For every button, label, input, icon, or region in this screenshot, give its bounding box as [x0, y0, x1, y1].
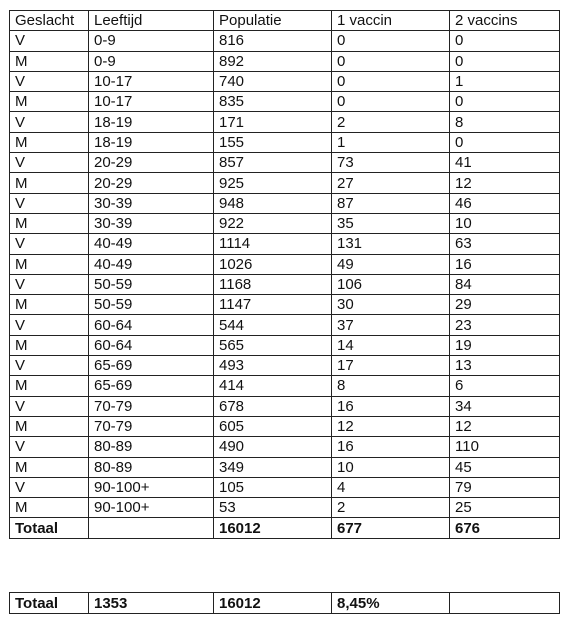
- table-row: [10, 31, 560, 51]
- cell-geslacht: V: [10, 112, 89, 132]
- table-body: [10, 31, 560, 518]
- total-2-vaccins: 676: [450, 518, 560, 538]
- cell-leeftijd: 10-17: [89, 71, 214, 91]
- cell-leeftijd: 0-9: [89, 51, 214, 71]
- cell-populatie: 171: [214, 112, 332, 132]
- cell-leeftijd: 60-64: [89, 315, 214, 335]
- table-row: [10, 51, 560, 71]
- cell-populatie: 740: [214, 71, 332, 91]
- cell-1-vaccin: 17: [332, 356, 450, 376]
- table-row: [10, 498, 560, 518]
- table-row: [10, 173, 560, 193]
- total-label: Totaal: [10, 518, 89, 538]
- cell-geslacht: M: [10, 416, 89, 436]
- cell-leeftijd: 18-19: [89, 132, 214, 152]
- cell-geslacht: V: [10, 396, 89, 416]
- table-row: [10, 437, 560, 457]
- cell-leeftijd: 10-17: [89, 92, 214, 112]
- cell-geslacht: M: [10, 498, 89, 518]
- header-geslacht: Geslacht: [10, 11, 89, 31]
- cell-populatie: 816: [214, 31, 332, 51]
- table-row: [10, 71, 560, 91]
- cell-1-vaccin: 16: [332, 437, 450, 457]
- cell-geslacht: M: [10, 254, 89, 274]
- cell-1-vaccin: 0: [332, 92, 450, 112]
- summary-label: Totaal: [10, 593, 89, 614]
- cell-1-vaccin: 10: [332, 457, 450, 477]
- cell-leeftijd: 18-19: [89, 112, 214, 132]
- table-row: [10, 335, 560, 355]
- cell-2-vaccins: 29: [450, 295, 560, 315]
- cell-2-vaccins: 19: [450, 335, 560, 355]
- cell-populatie: 105: [214, 477, 332, 497]
- cell-geslacht: V: [10, 193, 89, 213]
- cell-geslacht: V: [10, 153, 89, 173]
- cell-2-vaccins: 41: [450, 153, 560, 173]
- table-row: [10, 234, 560, 254]
- cell-populatie: 53: [214, 498, 332, 518]
- cell-leeftijd: 30-39: [89, 193, 214, 213]
- cell-leeftijd: 40-49: [89, 234, 214, 254]
- cell-1-vaccin: 2: [332, 498, 450, 518]
- table-row: [10, 416, 560, 436]
- cell-leeftijd: 80-89: [89, 457, 214, 477]
- cell-geslacht: M: [10, 132, 89, 152]
- cell-geslacht: V: [10, 437, 89, 457]
- cell-geslacht: V: [10, 31, 89, 51]
- cell-geslacht: M: [10, 335, 89, 355]
- cell-1-vaccin: 14: [332, 335, 450, 355]
- cell-2-vaccins: 63: [450, 234, 560, 254]
- cell-leeftijd: 90-100+: [89, 477, 214, 497]
- cell-2-vaccins: 46: [450, 193, 560, 213]
- cell-2-vaccins: 45: [450, 457, 560, 477]
- cell-2-vaccins: 12: [450, 416, 560, 436]
- cell-leeftijd: 90-100+: [89, 498, 214, 518]
- cell-leeftijd: 65-69: [89, 356, 214, 376]
- table-row: [10, 477, 560, 497]
- cell-1-vaccin: 37: [332, 315, 450, 335]
- cell-1-vaccin: 106: [332, 274, 450, 294]
- cell-leeftijd: 40-49: [89, 254, 214, 274]
- cell-2-vaccins: 13: [450, 356, 560, 376]
- cell-populatie: 544: [214, 315, 332, 335]
- cell-2-vaccins: 10: [450, 213, 560, 233]
- summary-population: 16012: [214, 593, 332, 614]
- total-row: [10, 518, 560, 538]
- cell-1-vaccin: 2: [332, 112, 450, 132]
- header-populatie: Populatie: [214, 11, 332, 31]
- header-row: [10, 11, 560, 31]
- table-row: [10, 193, 560, 213]
- cell-1-vaccin: 12: [332, 416, 450, 436]
- total-leeftijd: [89, 518, 214, 538]
- cell-geslacht: M: [10, 213, 89, 233]
- cell-populatie: 1168: [214, 274, 332, 294]
- cell-leeftijd: 65-69: [89, 376, 214, 396]
- table-row: [10, 315, 560, 335]
- cell-2-vaccins: 34: [450, 396, 560, 416]
- cell-2-vaccins: 16: [450, 254, 560, 274]
- cell-leeftijd: 0-9: [89, 31, 214, 51]
- cell-geslacht: M: [10, 457, 89, 477]
- cell-2-vaccins: 0: [450, 92, 560, 112]
- cell-populatie: 490: [214, 437, 332, 457]
- cell-1-vaccin: 131: [332, 234, 450, 254]
- cell-leeftijd: 60-64: [89, 335, 214, 355]
- header-leeftijd: Leeftijd: [89, 11, 214, 31]
- table-row: [10, 376, 560, 396]
- cell-2-vaccins: 6: [450, 376, 560, 396]
- table-row: [10, 457, 560, 477]
- cell-populatie: 605: [214, 416, 332, 436]
- cell-geslacht: V: [10, 356, 89, 376]
- cell-1-vaccin: 0: [332, 51, 450, 71]
- total-1-vaccin: 677: [332, 518, 450, 538]
- cell-1-vaccin: 1: [332, 132, 450, 152]
- cell-populatie: 835: [214, 92, 332, 112]
- cell-geslacht: M: [10, 51, 89, 71]
- cell-1-vaccin: 87: [332, 193, 450, 213]
- cell-leeftijd: 50-59: [89, 295, 214, 315]
- cell-leeftijd: 20-29: [89, 173, 214, 193]
- cell-geslacht: M: [10, 173, 89, 193]
- cell-leeftijd: 70-79: [89, 416, 214, 436]
- cell-2-vaccins: 25: [450, 498, 560, 518]
- cell-1-vaccin: 0: [332, 71, 450, 91]
- table-row: [10, 213, 560, 233]
- cell-populatie: 892: [214, 51, 332, 71]
- cell-2-vaccins: 110: [450, 437, 560, 457]
- table-row: [10, 396, 560, 416]
- cell-populatie: 565: [214, 335, 332, 355]
- vaccination-table: [9, 10, 560, 539]
- cell-2-vaccins: 0: [450, 132, 560, 152]
- cell-leeftijd: 70-79: [89, 396, 214, 416]
- summary-empty: [450, 593, 560, 614]
- cell-1-vaccin: 4: [332, 477, 450, 497]
- cell-populatie: 678: [214, 396, 332, 416]
- cell-2-vaccins: 0: [450, 51, 560, 71]
- cell-1-vaccin: 30: [332, 295, 450, 315]
- cell-populatie: 155: [214, 132, 332, 152]
- summary-percentage: 8,45%: [332, 593, 450, 614]
- cell-2-vaccins: 84: [450, 274, 560, 294]
- cell-2-vaccins: 23: [450, 315, 560, 335]
- header-2-vaccins: 2 vaccins: [450, 11, 560, 31]
- summary-vaccinated-count: 1353: [89, 593, 214, 614]
- cell-leeftijd: 80-89: [89, 437, 214, 457]
- table-row: [10, 356, 560, 376]
- cell-2-vaccins: 0: [450, 31, 560, 51]
- total-populatie: 16012: [214, 518, 332, 538]
- cell-populatie: 349: [214, 457, 332, 477]
- table-row: [10, 274, 560, 294]
- cell-1-vaccin: 35: [332, 213, 450, 233]
- cell-leeftijd: 50-59: [89, 274, 214, 294]
- table-row: [10, 254, 560, 274]
- cell-populatie: 414: [214, 376, 332, 396]
- summary-row: [10, 593, 560, 614]
- cell-populatie: 1147: [214, 295, 332, 315]
- table-row: [10, 92, 560, 112]
- cell-leeftijd: 20-29: [89, 153, 214, 173]
- cell-populatie: 1026: [214, 254, 332, 274]
- cell-geslacht: M: [10, 92, 89, 112]
- cell-populatie: 1114: [214, 234, 332, 254]
- cell-2-vaccins: 1: [450, 71, 560, 91]
- cell-geslacht: M: [10, 295, 89, 315]
- table-row: [10, 295, 560, 315]
- cell-populatie: 857: [214, 153, 332, 173]
- table-row: [10, 132, 560, 152]
- cell-2-vaccins: 12: [450, 173, 560, 193]
- cell-populatie: 922: [214, 213, 332, 233]
- cell-1-vaccin: 73: [332, 153, 450, 173]
- cell-geslacht: V: [10, 274, 89, 294]
- cell-populatie: 493: [214, 356, 332, 376]
- cell-1-vaccin: 0: [332, 31, 450, 51]
- summary-table: [9, 592, 560, 614]
- cell-geslacht: V: [10, 71, 89, 91]
- cell-geslacht: V: [10, 315, 89, 335]
- cell-geslacht: V: [10, 477, 89, 497]
- cell-2-vaccins: 8: [450, 112, 560, 132]
- header-1-vaccin: 1 vaccin: [332, 11, 450, 31]
- cell-2-vaccins: 79: [450, 477, 560, 497]
- cell-1-vaccin: 49: [332, 254, 450, 274]
- cell-leeftijd: 30-39: [89, 213, 214, 233]
- cell-populatie: 948: [214, 193, 332, 213]
- table-row: [10, 112, 560, 132]
- cell-populatie: 925: [214, 173, 332, 193]
- cell-geslacht: V: [10, 234, 89, 254]
- cell-1-vaccin: 8: [332, 376, 450, 396]
- cell-1-vaccin: 16: [332, 396, 450, 416]
- cell-1-vaccin: 27: [332, 173, 450, 193]
- table-row: [10, 153, 560, 173]
- cell-geslacht: M: [10, 376, 89, 396]
